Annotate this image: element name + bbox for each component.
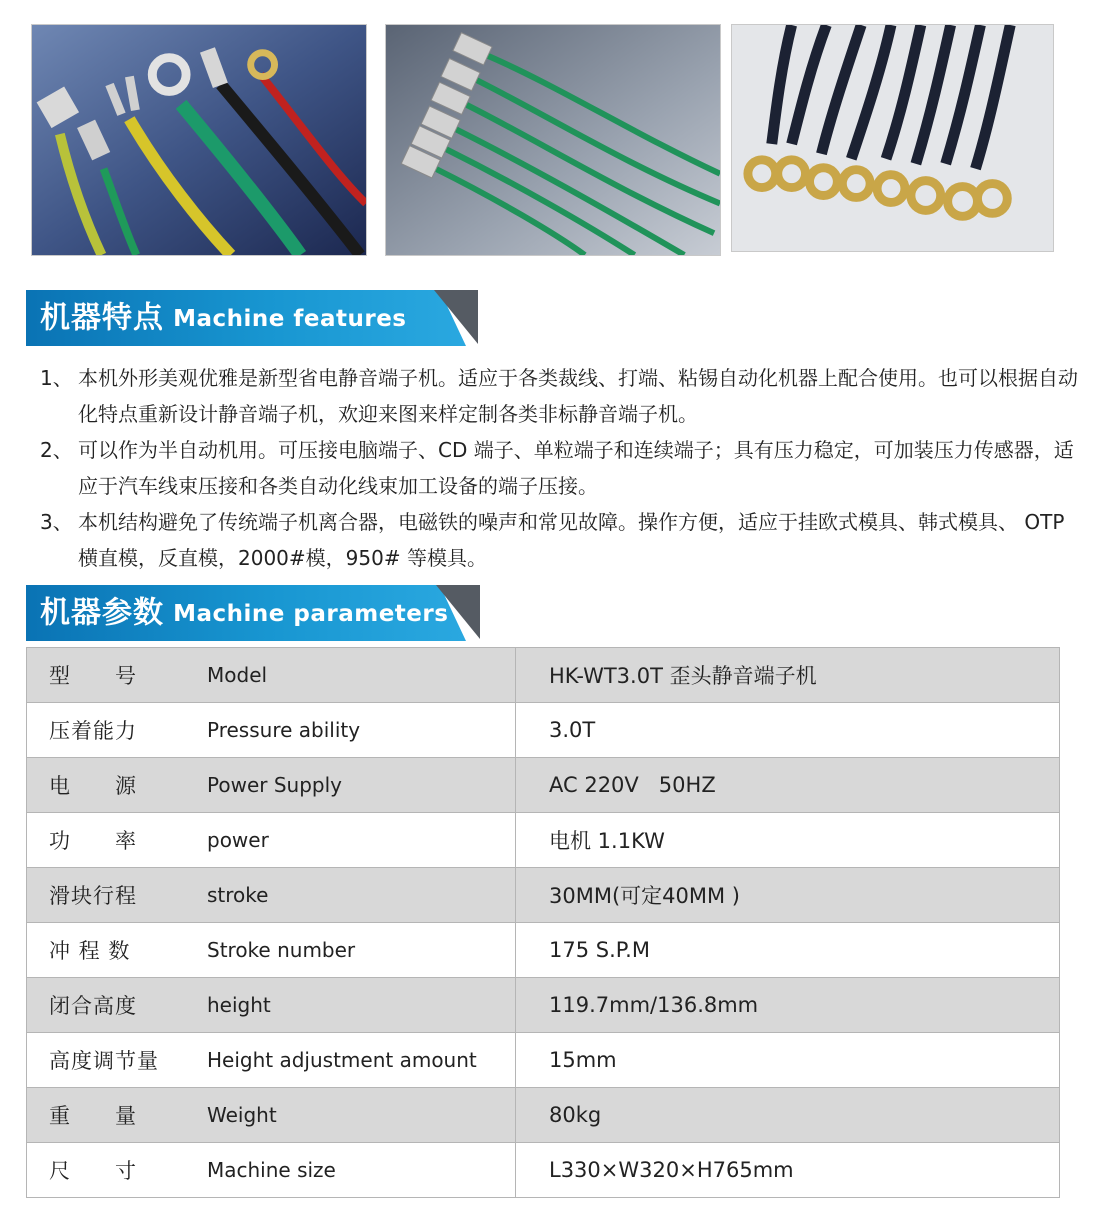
param-value: 30MM(可定40MM ) xyxy=(516,868,1060,923)
param-value: 3.0T xyxy=(516,703,1060,758)
table-row xyxy=(27,648,1060,703)
param-label-zh: 滑块行程 xyxy=(49,884,137,908)
param-value: 电机 1.1KW xyxy=(516,813,1060,868)
feature-text: 可以作为半自动机用。可压接电脑端子、CD 端子、单粒端子和连续端子；具有压力稳定，可加装压力传感器，适应于汽车线束压接和各类自动化线束加工设备的端子压接。 xyxy=(78,438,1074,498)
param-label-cell xyxy=(27,978,516,1033)
param-label-en: power xyxy=(207,828,269,852)
param-label-cell xyxy=(27,1033,516,1088)
param-label-zh: 功 率 xyxy=(49,829,137,853)
feature-text: 本机结构避免了传统端子机离合器，电磁铁的噪声和常见故障。操作方便，适应于挂欧式模具、韩式模具、 OTP 横直模，反直模，2000#模，950# 等模具。 xyxy=(78,510,1065,570)
features-title-en: Machine features xyxy=(173,305,407,332)
table-row xyxy=(27,1143,1060,1198)
param-value: 119.7mm/136.8mm xyxy=(516,978,1060,1033)
table-row xyxy=(27,1033,1060,1088)
param-value: 80kg xyxy=(516,1088,1060,1143)
param-label-cell xyxy=(27,813,516,868)
param-label-en: Machine size xyxy=(207,1158,336,1182)
param-label-en: Stroke number xyxy=(207,938,356,962)
table-row xyxy=(27,703,1060,758)
table-row xyxy=(27,868,1060,923)
param-label-zh: 冲 程 数 xyxy=(49,939,131,963)
param-value: HK-WT3.0T 歪头静音端子机 xyxy=(516,648,1060,703)
feature-item xyxy=(40,360,1080,432)
param-label-cell xyxy=(27,1088,516,1143)
parameters-section-header xyxy=(26,585,480,641)
feature-text: 本机外形美观优雅是新型省电静音端子机。适应于各类裁线、打端、粘锡自动化机器上配合使用。也可以根据自动化特点重新设计静音端子机，欢迎来图来样定制各类非标静音端子机。 xyxy=(78,366,1078,426)
param-label-en: Model xyxy=(207,663,268,687)
features-title xyxy=(40,290,407,346)
features-section-header xyxy=(26,290,478,346)
param-label-zh: 压着能力 xyxy=(49,719,137,743)
param-label-zh: 高度调节量 xyxy=(49,1049,159,1073)
feature-number: 3、 xyxy=(40,510,73,534)
product-photo-green-wires xyxy=(385,24,721,256)
parameters-title xyxy=(40,585,448,641)
table-row xyxy=(27,978,1060,1033)
feature-number: 2、 xyxy=(40,438,73,462)
parameters-table xyxy=(26,647,1060,1198)
feature-item xyxy=(40,504,1080,576)
table-row xyxy=(27,923,1060,978)
param-label-zh: 尺 寸 xyxy=(49,1159,137,1183)
param-label-en: Height adjustment amount xyxy=(207,1048,477,1072)
param-label-zh: 闭合高度 xyxy=(49,994,137,1018)
table-row xyxy=(27,813,1060,868)
feature-item xyxy=(40,432,1080,504)
feature-number: 1、 xyxy=(40,366,73,390)
param-label-cell xyxy=(27,923,516,978)
features-title-zh: 机器特点 xyxy=(40,300,164,336)
product-photo-ring-terminals xyxy=(731,24,1054,252)
features-list xyxy=(40,360,1080,576)
table-row xyxy=(27,1088,1060,1143)
param-label-cell xyxy=(27,868,516,923)
param-value: L330×W320×H765mm xyxy=(516,1143,1060,1198)
param-label-zh: 电 源 xyxy=(49,774,137,798)
param-label-en: stroke xyxy=(207,883,269,907)
table-row xyxy=(27,758,1060,813)
param-value: AC 220V 50HZ xyxy=(516,758,1060,813)
param-value: 175 S.P.M xyxy=(516,923,1060,978)
param-label-zh: 型 号 xyxy=(49,664,137,688)
param-label-en: Pressure ability xyxy=(207,718,361,742)
param-label-cell xyxy=(27,1143,516,1198)
param-value: 15mm xyxy=(516,1033,1060,1088)
param-label-cell xyxy=(27,758,516,813)
param-label-zh: 重 量 xyxy=(49,1104,137,1128)
parameters-title-en: Machine parameters xyxy=(173,600,449,627)
product-photo-mixed-terminals xyxy=(31,24,367,256)
param-label-en: Power Supply xyxy=(207,773,342,797)
param-label-en: height xyxy=(207,993,271,1017)
parameters-title-zh: 机器参数 xyxy=(40,595,164,631)
param-label-cell xyxy=(27,703,516,758)
param-label-en: Weight xyxy=(207,1103,277,1127)
param-label-cell xyxy=(27,648,516,703)
